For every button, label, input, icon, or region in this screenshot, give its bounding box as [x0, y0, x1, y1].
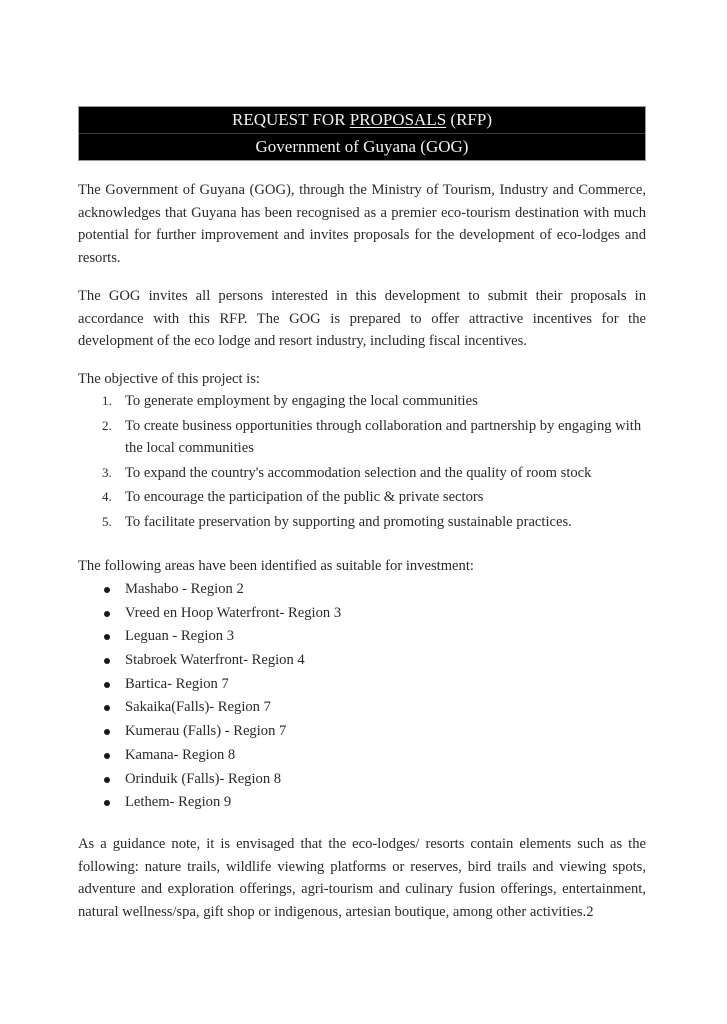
objective-number: 1.: [102, 393, 112, 408]
area-item: [78, 602, 646, 625]
area-item: [78, 649, 646, 672]
objective-text: To facilitate preservation by supporting and promoting sustainable practices.: [125, 513, 572, 530]
area-text: Kumerau (Falls) - Region 7: [125, 723, 287, 740]
bullet-icon: [104, 705, 110, 711]
objective-number: 3.: [102, 464, 112, 480]
area-text: Vreed en Hoop Waterfront- Region 3: [125, 604, 342, 621]
area-item: [78, 673, 646, 696]
document-subtitle: Government of Guyana (GOG): [255, 137, 469, 156]
investment-areas-list: [78, 578, 646, 815]
objective-number: 4.: [102, 489, 112, 504]
area-item: [78, 578, 646, 601]
objectives-list: [78, 390, 646, 535]
area-text: Mashabo - Region 2: [125, 581, 244, 597]
intro-paragraph: The Government of Guyana (GOG), through the Ministry of Tourism, Industry and Commerce, acknowledges that Guyana has been recognised as a premier eco-tourism destination with much potential for further improvement and invites proposals for the development of eco-lodges and resorts.: [78, 182, 646, 266]
bullet-icon: [104, 611, 110, 617]
area-text: Leguan - Region 3: [125, 628, 235, 645]
objective-number: 2.: [102, 417, 112, 433]
bullet-icon: [104, 800, 110, 806]
objective-text: To create business opportunities through collaboration and partnership by engaging with the local communities: [125, 417, 642, 456]
area-item: [78, 720, 646, 743]
area-text: Kamana- Region 8: [125, 746, 236, 763]
bullet-icon: [104, 587, 110, 593]
area-item: [78, 625, 646, 648]
areas-lead: The following areas have been identified as suitable for investment:: [78, 558, 474, 574]
guidance-paragraph: As a guidance note, it is envisaged that the eco-lodges/ resorts contain elements such as the following: nature trails, wildlife viewing platforms or reserves, bird trails and viewing spots, adventure and exploration offerings, agri-tourism and culinary fusion offerings, entertainment, natural wellness/spa, gift shop or indigenous, artesian boutique, among other activities.2: [78, 836, 646, 920]
bullet-icon: [104, 753, 110, 759]
objective-item: [78, 390, 646, 413]
bullet-icon: [104, 634, 110, 640]
title-underlined-word: PROPOSALS: [349, 110, 447, 129]
bullet-icon: [104, 682, 110, 688]
objective-item: [78, 462, 646, 485]
bullet-icon: [104, 777, 110, 783]
objective-lead: The objective of this project is:: [78, 371, 260, 387]
area-text: Bartica- Region 7: [125, 675, 229, 692]
objective-item: [78, 415, 646, 460]
document-title: [79, 107, 645, 134]
objective-text: To generate employment by engaging the local communities: [125, 393, 478, 409]
area-text: Sakaika(Falls)- Region 7: [125, 699, 271, 716]
area-item: [78, 744, 646, 767]
objective-item: [78, 486, 646, 509]
bullet-icon: [104, 658, 110, 664]
title-suffix: (RFP): [446, 110, 492, 129]
bullet-icon: [104, 729, 110, 735]
area-text: Orinduik (Falls)- Region 8: [125, 770, 282, 787]
title-banner: [78, 106, 646, 161]
objective-text: To encourage the participation of the public & private sectors: [125, 489, 484, 505]
area-text: Lethem- Region 9: [125, 794, 232, 811]
area-text: Stabroek Waterfront- Region 4: [125, 652, 305, 669]
objective-item: [78, 511, 646, 534]
area-item: [78, 768, 646, 791]
objective-number: 5.: [102, 513, 112, 529]
title-prefix: REQUEST FOR: [232, 110, 350, 129]
objective-text: To expand the country's accommodation selection and the quality of room stock: [125, 464, 592, 481]
area-item: [78, 791, 646, 814]
document-page: [78, 106, 646, 920]
invitation-paragraph: The GOG invites all persons interested in this development to submit their proposals in accordance with this RFP. The GOG is prepared to offer attractive incentives for the development of the eco lodge and resort industry, including fiscal incentives.: [78, 288, 646, 349]
area-item: [78, 696, 646, 719]
